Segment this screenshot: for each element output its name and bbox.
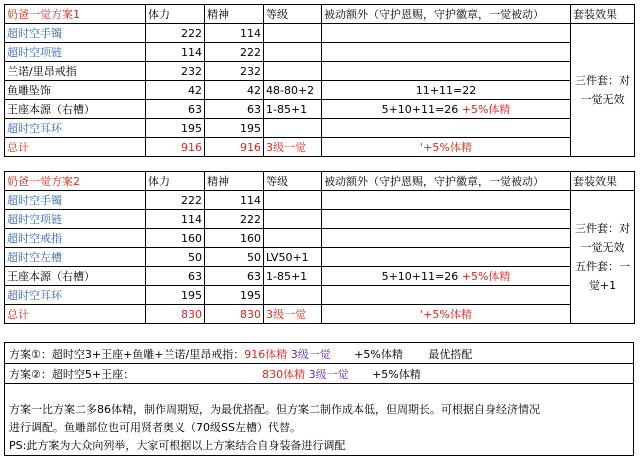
total-label: 总计 <box>5 138 146 157</box>
table-row <box>5 24 635 43</box>
table-row <box>5 191 635 210</box>
item-name: 超时空项链 <box>5 210 146 229</box>
item-name: 超时空项链 <box>5 43 146 62</box>
item-bonus <box>322 24 571 43</box>
col-header-bonus: 被动额外（守护恩赐，守护徽章，一觉被动） <box>322 172 571 191</box>
item-level: 1-85+1 <box>264 267 322 286</box>
table-row <box>5 229 635 248</box>
col-header-bonus: 被动额外（守护恩赐，守护徽章，一觉被动） <box>322 5 571 24</box>
divider <box>5 363 633 364</box>
plan1-header-row <box>5 5 635 24</box>
total-jing: 830 <box>205 305 264 324</box>
note-plan1 <box>9 346 472 362</box>
item-bonus <box>322 62 571 81</box>
total-ti: 830 <box>146 305 205 324</box>
note-plan1-stat: 916体精 <box>244 348 288 361</box>
item-ti: 195 <box>146 119 205 138</box>
col-header-set: 套装效果 <box>571 172 635 191</box>
set-effect-5: 五件套：一觉+1 <box>575 260 630 292</box>
item-bonus <box>322 248 571 267</box>
note-plan1-best: 最优搭配 <box>428 348 473 361</box>
item-ti: 42 <box>146 81 205 100</box>
spreadsheet <box>4 4 634 324</box>
plan2-title: 奶爸一觉方案2 <box>5 172 146 191</box>
plan2-set-effect <box>571 191 635 324</box>
item-name: 王座本源（右槽） <box>5 100 146 119</box>
col-header-jing: 精神 <box>205 5 264 24</box>
col-header-level: 等级 <box>264 5 322 24</box>
notes-box <box>4 342 634 456</box>
item-bonus <box>322 286 571 305</box>
item-name: 超时空耳环 <box>5 286 146 305</box>
item-bonus: 5+10+11=26 +5%体精 <box>322 100 571 119</box>
note-summary-2: 进行调配。鱼雕部位也可用贤者奥义（70级SS左槽）代替。 <box>9 421 301 434</box>
note-plan2-stat: 830体精 <box>262 368 306 381</box>
item-jing: 63 <box>205 100 264 119</box>
item-ti: 50 <box>146 248 205 267</box>
note-plan2 <box>9 366 421 382</box>
item-jing: 195 <box>205 286 264 305</box>
item-level <box>264 24 322 43</box>
total-bonus: '+5%体精 <box>322 138 571 157</box>
item-ti: 195 <box>146 286 205 305</box>
note-ps: PS:此方案为大众向列举，大家可根据以上方案结合自身装备进行调配 <box>9 439 346 452</box>
table-row <box>5 62 635 81</box>
note-summary-1: 方案一比方案二多86体精，制作周期短，为最优搭配。但方案二制作成本低，但周期长。可根据自身经济情况 <box>9 403 540 416</box>
table-row <box>5 43 635 62</box>
item-ti: 63 <box>146 267 205 286</box>
item-bonus <box>322 191 571 210</box>
item-name: 超时空左槽 <box>5 248 146 267</box>
item-jing: 195 <box>205 119 264 138</box>
item-bonus <box>322 210 571 229</box>
col-header-level: 等级 <box>264 172 322 191</box>
item-level: 48-80+2 <box>264 81 322 100</box>
plan2-table <box>4 171 635 324</box>
bonus-extra: +5%体精 <box>461 102 511 116</box>
item-level <box>264 286 322 305</box>
item-bonus <box>322 43 571 62</box>
table-row <box>5 210 635 229</box>
item-jing: 50 <box>205 248 264 267</box>
table-row <box>5 100 635 119</box>
table-row <box>5 119 635 138</box>
note-plan1-extra: +5%体精 <box>354 348 403 361</box>
plan2-total-row <box>5 305 635 324</box>
item-jing: 222 <box>205 43 264 62</box>
plan1-table <box>4 4 635 157</box>
plan2-header-row <box>5 172 635 191</box>
col-header-ti: 体力 <box>146 172 205 191</box>
item-bonus: 11+11=22 <box>322 81 571 100</box>
item-level <box>264 229 322 248</box>
item-ti: 222 <box>146 191 205 210</box>
table-row <box>5 248 635 267</box>
bonus-extra: +5%体精 <box>461 269 511 283</box>
total-label: 总计 <box>5 305 146 324</box>
item-level: 1-85+1 <box>264 100 322 119</box>
plan1-total-row <box>5 138 635 157</box>
total-bonus: '+5%体精 <box>322 305 571 324</box>
note-plan1-text: 方案①：超时空3+王座+鱼雕+兰诺/里昂戒指： <box>9 348 245 361</box>
item-level <box>264 119 322 138</box>
col-header-ti: 体力 <box>146 5 205 24</box>
total-ti: 916 <box>146 138 205 157</box>
item-jing: 114 <box>205 24 264 43</box>
item-bonus <box>322 229 571 248</box>
table-row <box>5 267 635 286</box>
item-ti: 160 <box>146 229 205 248</box>
item-jing: 114 <box>205 191 264 210</box>
item-bonus: 5+10+11=26 +5%体精 <box>322 267 571 286</box>
item-jing: 222 <box>205 210 264 229</box>
item-name: 王座本源（右槽） <box>5 267 146 286</box>
table-row <box>5 81 635 100</box>
note-plan2-level: 3级一觉 <box>308 368 349 381</box>
item-name: 超时空戒指 <box>5 229 146 248</box>
col-header-jing: 精神 <box>205 172 264 191</box>
note-plan2-extra: +5%体精 <box>372 368 421 381</box>
item-jing: 42 <box>205 81 264 100</box>
item-name: 超时空耳环 <box>5 119 146 138</box>
item-ti: 232 <box>146 62 205 81</box>
note-plan2-text: 方案②：超时空5+王座： <box>9 368 135 381</box>
item-level: LV50+1 <box>264 248 322 267</box>
item-name: 超时空手镯 <box>5 24 146 43</box>
total-level: 3级一觉 <box>264 305 322 324</box>
total-jing: 916 <box>205 138 264 157</box>
item-ti: 114 <box>146 210 205 229</box>
item-name: 超时空手镯 <box>5 191 146 210</box>
item-name: 兰诺/里昂戒指 <box>5 62 146 81</box>
item-bonus <box>322 119 571 138</box>
item-level <box>264 191 322 210</box>
item-ti: 114 <box>146 43 205 62</box>
item-jing: 232 <box>205 62 264 81</box>
total-level: 3级一觉 <box>264 138 322 157</box>
item-ti: 222 <box>146 24 205 43</box>
item-jing: 160 <box>205 229 264 248</box>
set-effect-3: 三件套：对一觉无效 <box>575 222 630 254</box>
divider <box>5 383 633 384</box>
item-level <box>264 62 322 81</box>
item-level <box>264 210 322 229</box>
col-header-set: 套装效果 <box>571 5 635 24</box>
item-jing: 63 <box>205 267 264 286</box>
note-plan1-level: 3级一觉 <box>290 348 331 361</box>
table-row <box>5 286 635 305</box>
item-ti: 63 <box>146 100 205 119</box>
item-name: 鱼雕坠饰 <box>5 81 146 100</box>
plan1-title: 奶爸一觉方案1 <box>5 5 146 24</box>
plan1-set-effect: 三件套：对一觉无效 <box>571 24 635 157</box>
item-level <box>264 43 322 62</box>
